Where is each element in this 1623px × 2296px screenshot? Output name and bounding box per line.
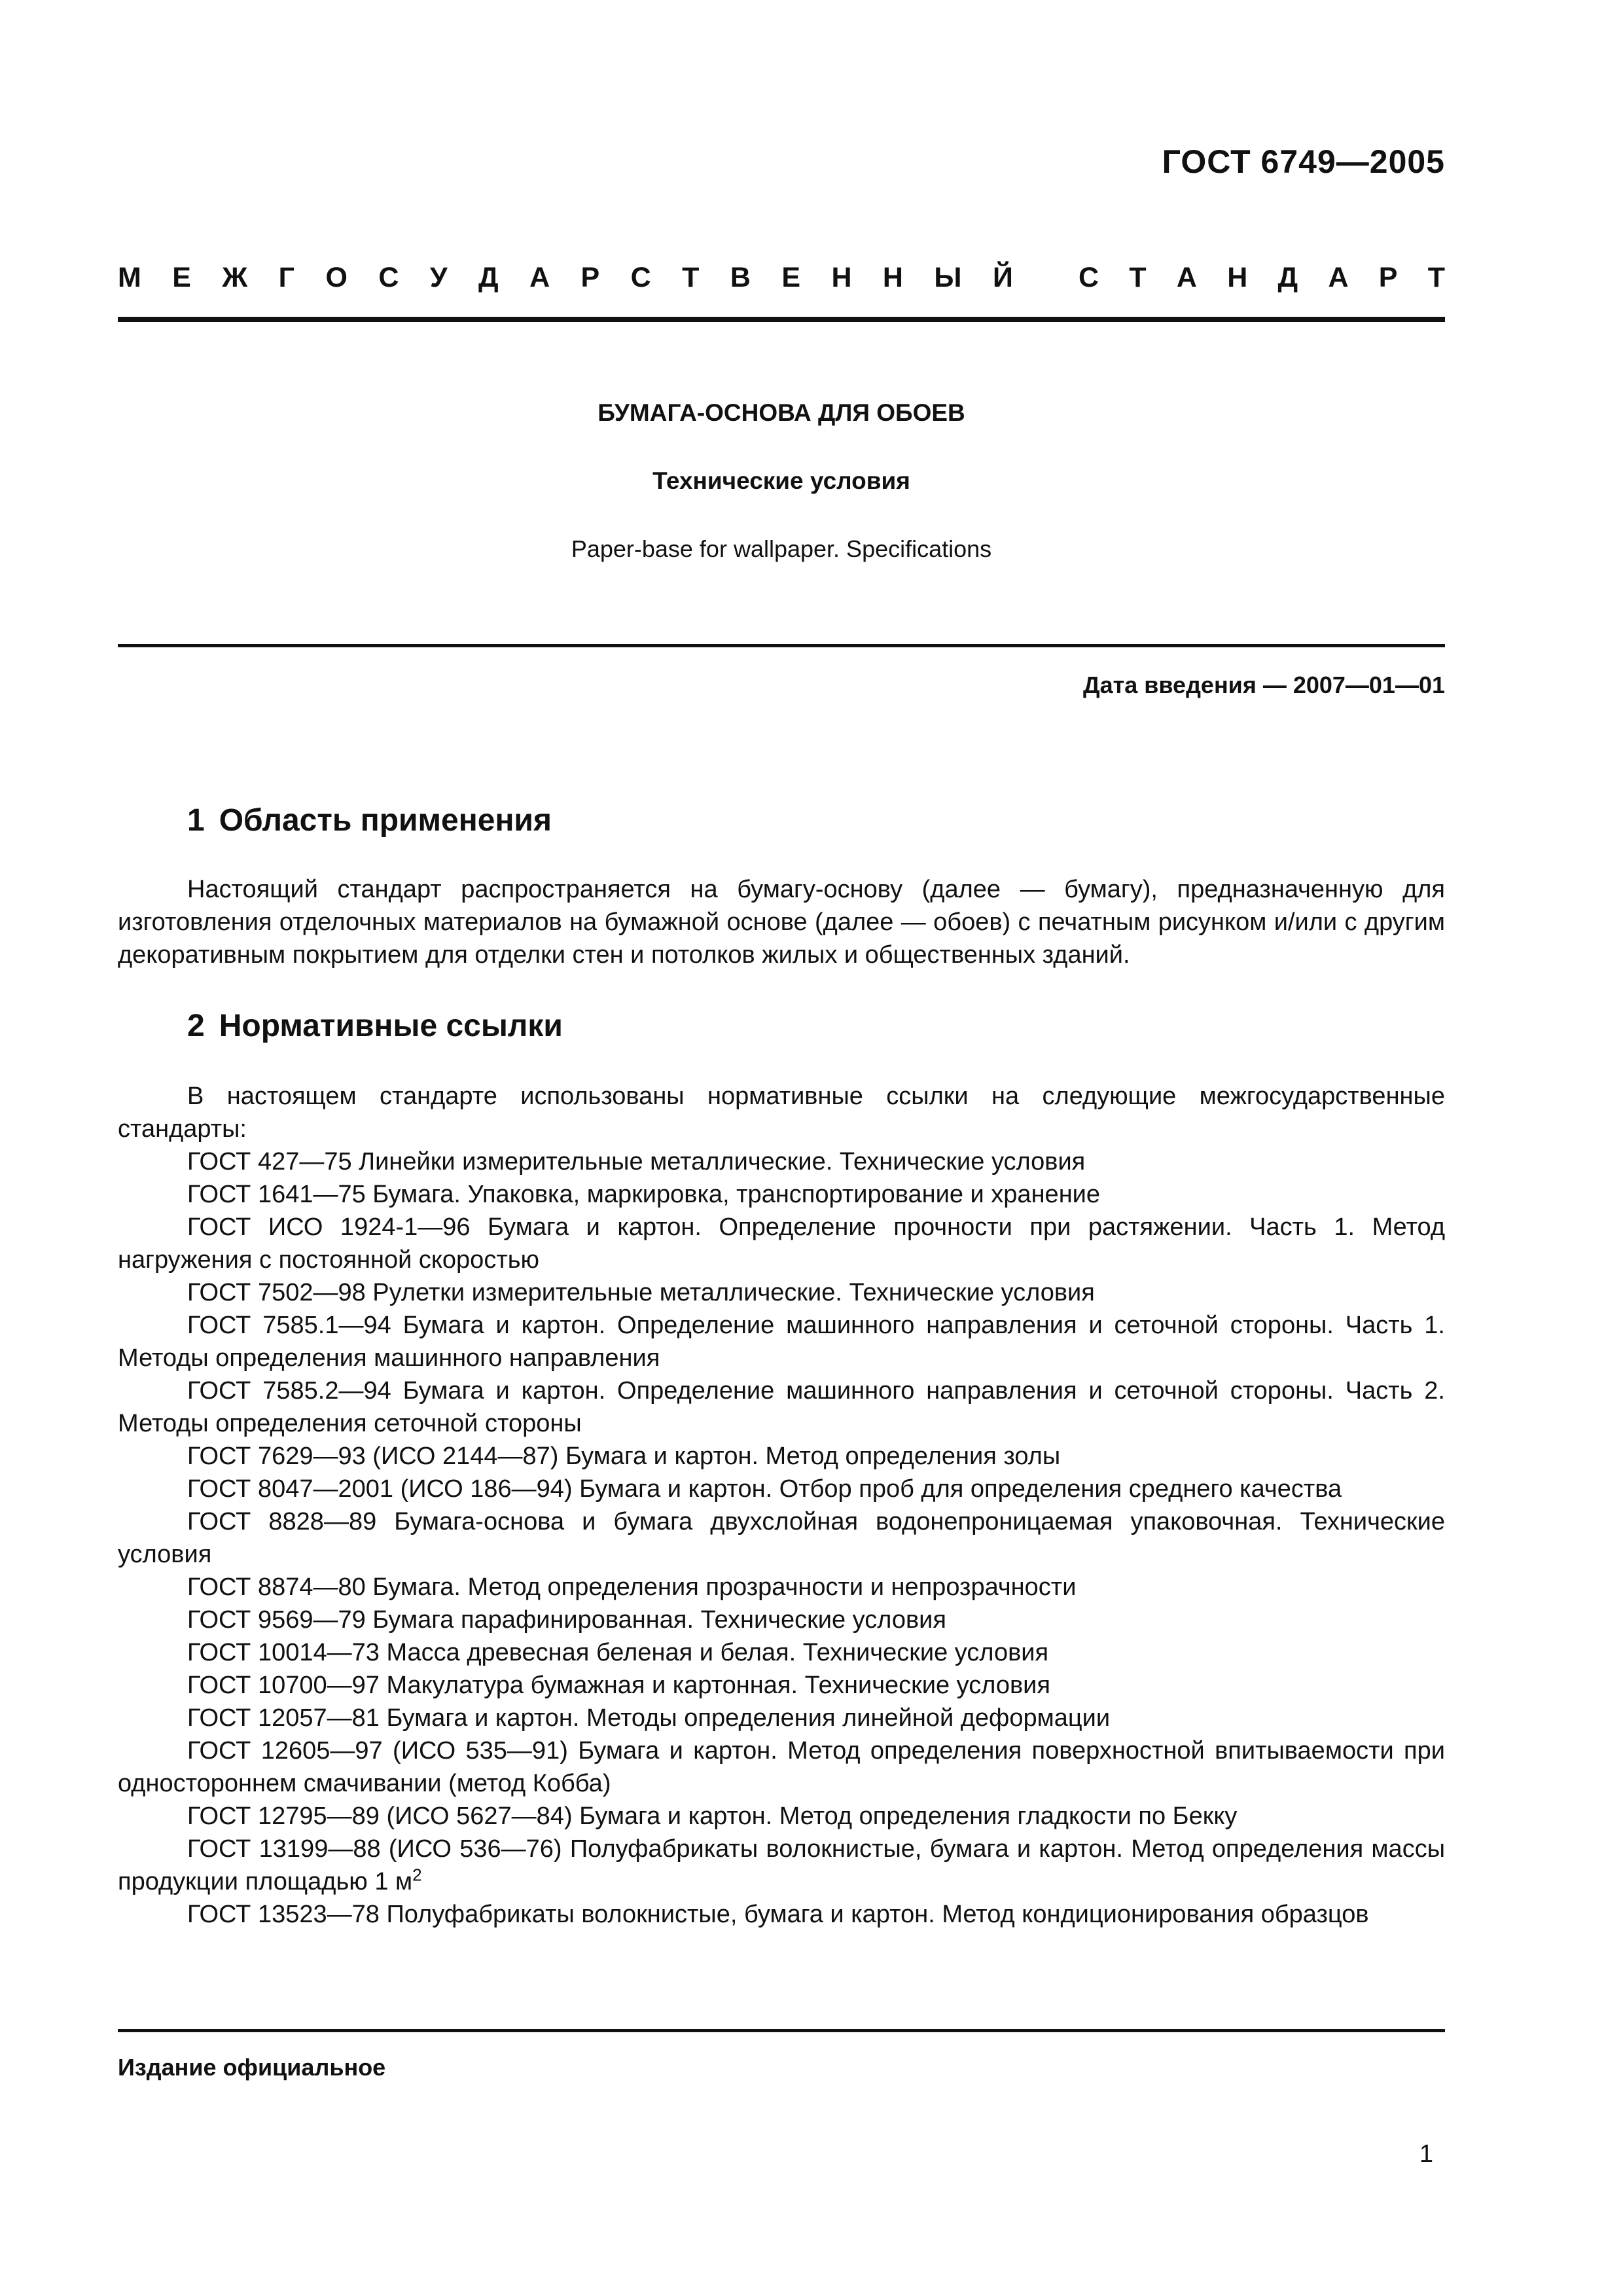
standard_type_word1-letter: Н <box>882 262 903 293</box>
reference-text: ГОСТ 8047—2001 (ИСО 186—94) Бумага и картон. Отбор проб для определения среднего качества <box>187 1475 1342 1503</box>
reference-item <box>118 1440 1445 1473</box>
standard_type_word2-letter: Р <box>1378 262 1398 293</box>
reference-text: ГОСТ 8874—80 Бумага. Метод определения прозрачности и непрозрачности <box>187 1573 1077 1601</box>
reference-text: ГОСТ 427—75 Линейки измерительные металлические. Технические условия <box>187 1148 1086 1175</box>
section-2-number: 2 <box>187 1009 205 1043</box>
reference-item <box>118 1702 1445 1734</box>
standard-type-word-2 <box>1079 262 1445 294</box>
standard_type_word1-letter: Ы <box>934 262 962 293</box>
section-2-intro: В настоящем стандарте использованы нормативные ссылки на следующие межгосударственные стандарты: <box>118 1083 1445 1143</box>
reference-item <box>118 1473 1445 1505</box>
reference-text: ГОСТ 13199—88 (ИСО 536—76) Полуфабрикаты волокнистые, бумага и картон. Метод определения массы продукции площадью 1 м <box>118 1835 1445 1895</box>
document-subtitle: Технические условия <box>652 467 910 494</box>
reference-item <box>118 1604 1445 1636</box>
standard_type_word2-letter: С <box>1079 262 1099 293</box>
official-edition-label: Издание официальное <box>118 2054 386 2081</box>
english-title: Paper-base for wallpaper. Specifications <box>571 535 992 562</box>
standard_type_word1-letter: Д <box>478 262 499 293</box>
reference-item <box>118 1211 1445 1276</box>
standard_type_word1-letter: Е <box>781 262 801 293</box>
header-divider <box>118 317 1445 322</box>
normative-references-list <box>118 1145 1445 1931</box>
section-1-text: Настоящий стандарт распространяется на бумагу-основу (далее — бумагу), предназначенную для изготовления отделочных материалов на бумажной основе (далее — обоев) с печатным рисунком и/или с другим декоративным покрытием для отделки стен и потолков жилых и общественных зданий. <box>118 876 1445 969</box>
standard_type_word2-letter: А <box>1328 262 1349 293</box>
standard_type_word2-letter: А <box>1176 262 1197 293</box>
standard_type_word1-letter: Е <box>172 262 191 293</box>
standard_type_word1-letter: Р <box>580 262 600 293</box>
standard_type_word1-letter: В <box>730 262 751 293</box>
page-number: 1 <box>1419 2140 1433 2168</box>
reference-item <box>118 1669 1445 1702</box>
standard_type_word2-letter: Н <box>1227 262 1248 293</box>
reference-item <box>118 1505 1445 1571</box>
reference-text: ГОСТ 8828—89 Бумага-основа и бумага двухслойная водонепроницаемая упаковочная. Технические условия <box>118 1508 1445 1568</box>
standard_type_word1-letter: А <box>529 262 550 293</box>
reference-text: ГОСТ 10014—73 Масса древесная беленая и белая. Технические условия <box>187 1639 1049 1666</box>
document-number: ГОСТ 6749—2005 <box>1162 143 1445 180</box>
standard_type_word2-letter: Т <box>1427 262 1445 293</box>
reference-text: ГОСТ 1641—75 Бумага. Упаковка, маркировка, транспортирование и хранение <box>187 1181 1101 1208</box>
introduction-date: Дата введения — 2007—01—01 <box>1082 672 1445 698</box>
reference-item <box>118 1309 1445 1374</box>
standard_type_word1-letter: Т <box>682 262 700 293</box>
standard_type_word1-letter: С <box>378 262 399 293</box>
standard_type_word1-letter: М <box>118 262 141 293</box>
reference-item <box>118 1571 1445 1604</box>
standard-type-banner <box>118 262 1445 294</box>
footer-divider <box>118 2029 1445 2032</box>
standard_type_word1-letter: Ж <box>222 262 248 293</box>
reference-item <box>118 1374 1445 1440</box>
title-divider <box>118 644 1445 647</box>
standard_type_word2-letter: Т <box>1129 262 1147 293</box>
reference-text: ГОСТ 12057—81 Бумага и картон. Методы определения линейной деформации <box>187 1704 1111 1732</box>
standard_type_word2-letter: Д <box>1277 262 1298 293</box>
reference-text: ГОСТ 7585.2—94 Бумага и картон. Определение машинного направления и сеточной стороны. Часть 2. Методы определения сеточной стороны <box>118 1377 1445 1437</box>
reference-text: ГОСТ 12605—97 (ИСО 535—91) Бумага и картон. Метод определения поверхностной впитываемости при одностороннем смачивании (метод Кобба) <box>118 1737 1445 1797</box>
reference-item <box>118 1145 1445 1178</box>
reference-item <box>118 1636 1445 1669</box>
standard_type_word1-letter: Й <box>992 262 1013 293</box>
reference-text: ГОСТ 10700—97 Макулатура бумажная и картонная. Технические условия <box>187 1672 1050 1699</box>
section-2-heading <box>187 1008 563 1044</box>
section-1-title: Область применения <box>219 803 552 838</box>
area-unit-exponent: 2 <box>412 1865 422 1885</box>
standard-type-word-1 <box>118 262 1013 294</box>
standard_type_word1-letter: С <box>630 262 651 293</box>
standard_type_word1-letter: Г <box>278 262 295 293</box>
reference-text: ГОСТ 12795—89 (ИСО 5627—84) Бумага и картон. Метод определения гладкости по Бекку <box>187 1803 1238 1830</box>
reference-text: ГОСТ 7585.1—94 Бумага и картон. Определение машинного направления и сеточной стороны. Часть 1. Методы определения машинного направления <box>118 1312 1445 1372</box>
standard_type_word1-letter: О <box>325 262 348 293</box>
reference-item <box>118 1276 1445 1309</box>
reference-item <box>118 1800 1445 1833</box>
section-2-title: Нормативные ссылки <box>219 1009 563 1043</box>
reference-item <box>118 1898 1445 1931</box>
reference-text: ГОСТ ИСО 1924-1—96 Бумага и картон. Определение прочности при растяжении. Часть 1. Метод нагружения с постоянной скоростью <box>118 1213 1445 1274</box>
section-1-heading <box>187 802 552 838</box>
reference-item <box>118 1178 1445 1211</box>
document-title: БУМАГА-ОСНОВА ДЛЯ ОБОЕВ <box>597 399 965 426</box>
reference-text: ГОСТ 13523—78 Полуфабрикаты волокнистые, бумага и картон. Метод кондиционирования образцов <box>187 1901 1369 1928</box>
reference-text: ГОСТ 7502—98 Рулетки измерительные металлические. Технические условия <box>187 1279 1095 1306</box>
standard_type_word1-letter: Н <box>831 262 852 293</box>
standard_type_word1-letter: У <box>429 262 448 293</box>
reference-text: ГОСТ 9569—79 Бумага парафинированная. Технические условия <box>187 1606 946 1634</box>
reference-item <box>118 1833 1445 1898</box>
reference-text: ГОСТ 7629—93 (ИСО 2144—87) Бумага и картон. Метод определения золы <box>187 1443 1061 1470</box>
section-1-number: 1 <box>187 803 205 838</box>
reference-item <box>118 1734 1445 1800</box>
